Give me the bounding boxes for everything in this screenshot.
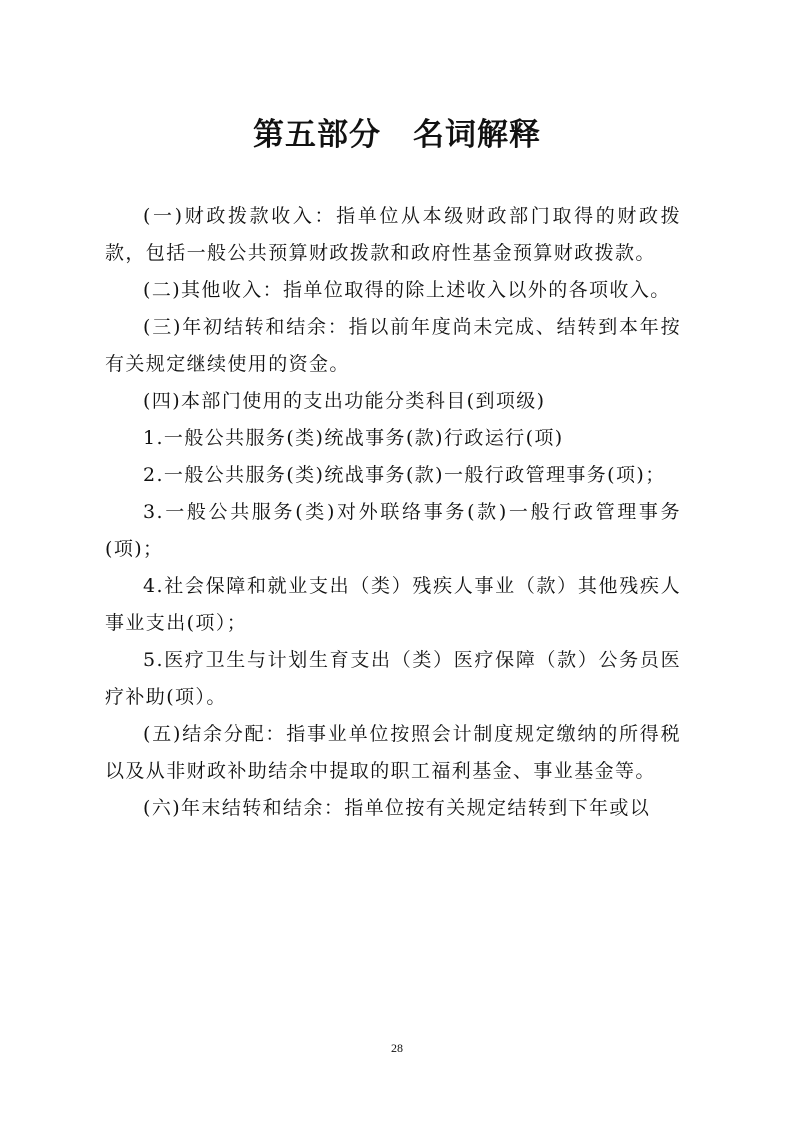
paragraph-surplus-distribution: (五)结余分配：指事业单位按照会计制度规定缴纳的所得税以及从非财政补助结余中提取的职工福利基金、事业基金等。 [105, 723, 681, 782]
paragraph-year-end-carryover: (六)年末结转和结余：指单位按有关规定结转到下年或以 [143, 797, 651, 819]
list-item-expenditure-5: 5.医疗卫生与计划生育支出（类）医疗保障（款）公务员医疗补助(项）。 [105, 649, 681, 708]
page-title: 第五部分 名词解释 [253, 117, 541, 153]
page-number: 28 [391, 1041, 403, 1055]
paragraph-fiscal-appropriation-income: (一)财政拨款收入：指单位从本级财政部门取得的财政拨款，包括一般公共预算财政拨款和政府性基金预算财政拨款。 [105, 205, 681, 264]
list-item-expenditure-1: 1.一般公共服务(类)统战事务(款)行政运行(项) [143, 427, 564, 449]
document-body [105, 198, 681, 827]
list-item-expenditure-3: 3.一般公共服务(类)对外联络事务(款)一般行政管理事务(项)； [105, 501, 681, 560]
list-item-expenditure-2: 2.一般公共服务(类)统战事务(款)一般行政管理事务(项)； [143, 464, 666, 486]
paragraph-other-income: (二)其他收入：指单位取得的除上述收入以外的各项收入。 [143, 279, 671, 301]
list-item-expenditure-4: 4.社会保障和就业支出（类）残疾人事业（款）其他残疾人事业支出(项）； [105, 575, 681, 634]
paragraph-beginning-carryover: (三)年初结转和结余：指以前年度尚未完成、结转到本年按有关规定继续使用的资金。 [105, 316, 681, 375]
paragraph-expenditure-classification: (四)本部门使用的支出功能分类科目(到项级) [143, 390, 546, 412]
